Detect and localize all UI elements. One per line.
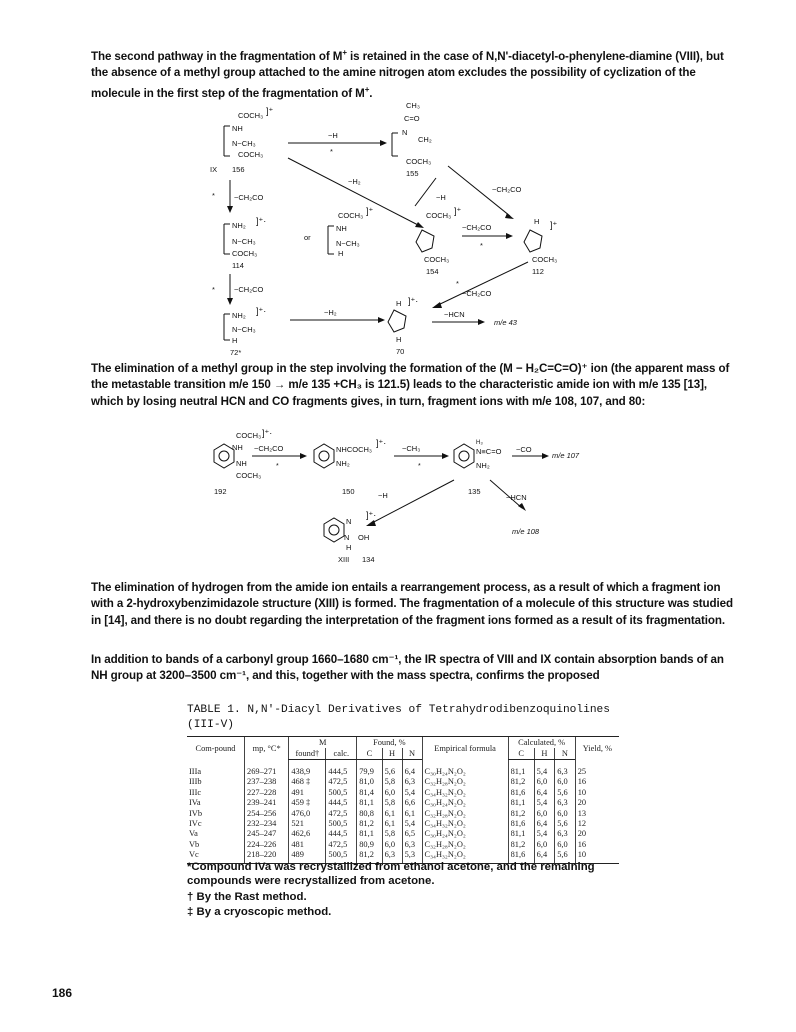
table-cell-c: 81,2 [357, 819, 382, 829]
mass-label: 155 [406, 169, 419, 178]
table-cell-compound: IVc [189, 819, 202, 829]
structure-72 [224, 306, 266, 357]
table-cell-cn: 6,3 [555, 829, 576, 839]
charge-mark: ]⁺· [408, 296, 419, 306]
ring [524, 230, 542, 252]
table-cell-formula: C₃₀H₂₄N₂O₂ [422, 760, 508, 778]
fragmentation-scheme-1 [210, 96, 610, 358]
superscript: + [364, 84, 370, 94]
charge-mark: ]⁺ [366, 206, 374, 216]
group-label: COCH₃ [424, 255, 450, 264]
table-cell-calc: 472,5 [326, 840, 357, 850]
group-label: NHCOCH₃ [336, 445, 372, 454]
table-cell-calc: 472,5 [326, 809, 357, 819]
mass-label: 114 [232, 261, 244, 270]
group-label: CH₃ [406, 101, 420, 110]
table-cell-n: 5,4 [402, 819, 422, 829]
group-label: NH₂ [232, 221, 246, 230]
mass-label: m/e 107 [552, 451, 580, 460]
structure-154 [416, 206, 462, 276]
arrow-label: −H [378, 491, 388, 500]
table-cell-compound: Vc [187, 850, 245, 863]
group-label: NH₂ [232, 311, 246, 320]
group-label: N [402, 128, 408, 137]
table-cell-found: 491 [289, 788, 326, 798]
table-row [187, 819, 619, 829]
mass-label: 70 [396, 347, 405, 356]
paragraph-1 [91, 45, 737, 102]
arrowhead [542, 453, 549, 459]
table-cell-mp: 227–228 [245, 788, 289, 798]
table-cell-found: 481 [289, 840, 326, 850]
table-cell-cn: 6,0 [555, 809, 576, 819]
table-cell-yield: 25 [575, 760, 619, 778]
table-cell-cc: 81,1 [508, 798, 534, 808]
table-row [187, 829, 619, 839]
paragraph-4: In addition to bands of a carbonyl group 1660–1680 cm⁻¹, the IR spectra of VIII and IX contain absorption bands of an NH group at 3200–3500 cm⁻¹, and this, together with the mass spectra, confirms the proposed [91, 653, 724, 683]
paragraph-3: The elimination of hydrogen from the amide ion entails a rearrangement process, as a result of which a fragment ion with a 2-hydroxybenzimidazole structure (XIII) is formed. The fragmentation of a molecule of this structure was studied in [14], and there is no doubt regarding the interpretation of the fragment ions formed as a result of its fragmentation. [91, 581, 733, 627]
arrowhead [518, 503, 526, 511]
aromatic-circle [329, 525, 339, 535]
group-label: N [346, 517, 352, 526]
group-label: COCH₃ [236, 471, 262, 480]
arrowhead [227, 206, 233, 213]
mass-label: 72* [230, 348, 242, 357]
table-cell-h: 5,8 [382, 829, 402, 839]
table-cell-yield: 20 [575, 798, 619, 808]
arrow-label: −HCN [444, 310, 465, 319]
structure-114 [224, 206, 374, 270]
table-cell-h: 6,0 [382, 788, 402, 798]
charge-mark: ]⁺ [550, 220, 558, 230]
table-cell-mp: 218–220 [245, 850, 289, 863]
table-cell-compound: IVa [189, 798, 201, 808]
table-cell-compound: Va [189, 829, 198, 839]
table-cell-ch: 5,4 [534, 829, 555, 839]
metastable-mark: * [212, 191, 215, 200]
table-row [187, 760, 619, 778]
group-label: C=O [404, 114, 420, 123]
table-row [187, 809, 619, 819]
table-cell-yield: 10 [575, 850, 619, 863]
structure-192 [214, 428, 272, 496]
table-cell-cc: 81,6 [508, 788, 534, 798]
table-cell-mp: 239–241 [245, 798, 289, 808]
table-cell-cn: 5,6 [555, 788, 576, 798]
table-row [187, 777, 619, 787]
table-cell-yield: 16 [575, 840, 619, 850]
table-cell-cn: 6,3 [555, 760, 576, 778]
ring-bond [224, 314, 230, 340]
charge-mark: ]⁺ [454, 206, 462, 216]
compound-label: IX [210, 165, 218, 174]
table-cell-c: 79,9 [357, 760, 382, 778]
paragraph-1-end: . [369, 86, 373, 100]
table-cell-h: 5,8 [382, 798, 402, 808]
header-calc-m: calc. [326, 748, 357, 760]
table-cell-c: 81,2 [357, 850, 382, 863]
footnote-1: *Compound IVa was recrystallized from ethanol acetone, and the remaining compounds were recrystallized from acetone. [187, 861, 595, 888]
footnote-3: ‡ By a cryoscopic method. [187, 906, 332, 918]
charge-mark: ]⁺· [366, 510, 377, 520]
table-cell-formula: C₃₄H₃₂N₂O₂ [422, 788, 508, 798]
arrowhead [432, 302, 442, 308]
group-label: COCH₃ [426, 211, 452, 220]
table-cell-found: 468 ‡ [289, 777, 326, 787]
table-cell-h: 5,6 [382, 760, 402, 778]
table-cell-formula: C₃₀H₂₄N₂O₂ [422, 829, 508, 839]
group-label: N−CH₃ [336, 239, 360, 248]
table-cell-compound: IIIc [189, 787, 202, 797]
table-cell-cc: 81,6 [508, 850, 534, 863]
table-cell-c: 81,1 [357, 829, 382, 839]
arrow [436, 262, 528, 306]
arrow-label: −H [328, 131, 338, 140]
group-label: NH₂ [336, 459, 350, 468]
or-label: or [304, 233, 311, 242]
table-cell-c: 81,4 [357, 788, 382, 798]
aromatic-circle [319, 451, 329, 461]
table-cell-found: 489 [289, 850, 326, 863]
arrowhead [505, 213, 514, 219]
group-label: N−CH₃ [232, 325, 256, 334]
group-label: CH₂ [418, 135, 432, 144]
structure-150 [314, 438, 386, 496]
table-cell-formula: C₃₀H₂₄N₂O₂ [422, 798, 508, 808]
table-cell-found: 476,0 [289, 809, 326, 819]
table-cell-cn: 5,6 [555, 850, 576, 863]
table-cell-yield: 10 [575, 788, 619, 798]
header-mp: mp, °C* [245, 737, 289, 760]
arrowhead [227, 298, 233, 305]
charge-mark: ]⁺· [256, 306, 267, 316]
fragmentation-scheme-2 [200, 428, 620, 568]
page-number: 186 [52, 986, 73, 1000]
header-n: N [555, 748, 576, 760]
table-cell-ch: 6,0 [534, 809, 555, 819]
group-label: COCH₃ [338, 211, 364, 220]
metastable-mark: * [330, 147, 333, 156]
group-label: COCH₃ [238, 150, 264, 159]
table-cell-calc: 500,5 [326, 788, 357, 798]
footnote-2: † By the Rast method. [187, 891, 307, 903]
table-cell-cc: 81,1 [508, 829, 534, 839]
table-cell-ch: 5,4 [534, 798, 555, 808]
table-cell-cc: 81,2 [508, 777, 534, 787]
table-cell-c: 80,8 [357, 809, 382, 819]
table-cell-c: 80,9 [357, 840, 382, 850]
group-label: N [344, 533, 350, 542]
table-cell-n: 6,3 [402, 777, 422, 787]
header-calc-pct: Calculated, % [508, 737, 575, 749]
arrowhead [478, 319, 485, 325]
structure-ix [210, 106, 274, 174]
aromatic-circle [219, 451, 229, 461]
header-h: H [382, 748, 402, 760]
arrow [415, 178, 436, 206]
group-label: COCH₃ [406, 157, 432, 166]
table-cell-calc: 444,5 [326, 829, 357, 839]
group-label: N−CH₃ [232, 139, 256, 148]
group-label: N−CH₃ [232, 237, 256, 246]
table-cell-calc: 444,5 [326, 798, 357, 808]
mass-label: 112 [532, 267, 544, 276]
paragraph-2: The elimination of a methyl group in the step involving the formation of the (M − H₂C=C=O)⁺ ion (the apparent mass of the metastable transition m/e 150 → m/e 135 +CH₃ is 121.5) leads to the characteristic amide ion with m/e 135 [13], which by losing neutral HCN and CO fragments gives, in turn, fragment ions with m/e 108, 107, and 80: [91, 362, 730, 408]
header-h: H [534, 748, 555, 760]
mass-label: m/e 108 [512, 527, 540, 536]
data-table [187, 736, 619, 864]
ring-bond [328, 226, 334, 254]
group-label: H₃ [476, 440, 483, 446]
structure-112 [524, 217, 558, 276]
table-cell-mp: 224–226 [245, 840, 289, 850]
header-compound: Com-pound [187, 737, 245, 760]
table-cell-mp: 245–247 [245, 829, 289, 839]
header-yield: Yield, % [575, 737, 619, 760]
ring-bond [224, 224, 230, 254]
table-cell-yield: 20 [575, 829, 619, 839]
ring [388, 310, 406, 332]
header-formula: Empirical formula [422, 737, 508, 760]
table-cell-compound: IIIa [189, 766, 202, 776]
paragraph-1-text-b: is retained in the case of N,N'-diacetyl-o-phenylene-diamine (VIII), but the absence of a methyl group attached to the amine nitrogen atom excludes the possibility of cyclization of the molecule in the first step of the fragmentation of M [91, 49, 724, 100]
table-cell-cn: 6,0 [555, 777, 576, 787]
arrow-label: −CH₂CO [234, 193, 264, 202]
group-label: NH [232, 443, 243, 452]
header-found-m: found† [289, 748, 326, 760]
table-cell-n: 5,3 [402, 850, 422, 863]
arrow-label: −H₂ [324, 308, 337, 317]
table-cell-h: 6,3 [382, 850, 402, 863]
table-cell-formula: C₃₄H₃₂N₂O₂ [422, 850, 508, 863]
table-cell-n: 6,1 [402, 809, 422, 819]
mass-label: 135 [468, 487, 481, 496]
table-cell-calc: 472,5 [326, 777, 357, 787]
table-cell-compound: IIIb [189, 777, 202, 787]
table-cell-ch: 6,4 [534, 788, 555, 798]
table-cell-h: 6,0 [382, 840, 402, 850]
table-cell-h: 6,1 [382, 809, 402, 819]
header-n: N [402, 748, 422, 760]
arrowhead [506, 233, 513, 239]
charge-mark: ]⁺· [256, 216, 267, 226]
table-row [187, 798, 619, 808]
aromatic-circle [459, 451, 469, 461]
mass-label: 192 [214, 487, 227, 496]
header-found-pct: Found, % [357, 737, 422, 749]
table-cell-mp: 237–238 [245, 777, 289, 787]
table-cell-ch: 5,4 [534, 760, 555, 778]
table-cell-h: 6,1 [382, 819, 402, 829]
table-cell-h: 5,8 [382, 777, 402, 787]
structure-135 [454, 440, 502, 496]
table-cell-found: 438,9 [289, 760, 326, 778]
arrow-label: −CH₂CO [234, 285, 264, 294]
group-label: OH [358, 533, 370, 542]
arrow-label: −CH₂CO [462, 289, 492, 298]
arrowhead [300, 453, 307, 459]
group-label: H [346, 543, 352, 552]
group-label: H [396, 299, 402, 308]
table-cell-formula: C₃₄H₃₂N₂O₂ [422, 819, 508, 829]
metastable-mark: * [480, 241, 483, 250]
benzene-ring [214, 444, 234, 468]
metastable-mark: * [212, 285, 215, 294]
table-cell-ch: 6,0 [534, 840, 555, 850]
arrow-label: −H [436, 193, 446, 202]
group-label: NH₂ [476, 461, 490, 470]
table-cell-mp: 254–256 [245, 809, 289, 819]
group-label: H [232, 336, 238, 345]
arrowhead [415, 222, 424, 228]
table-cell-cc: 81,2 [508, 809, 534, 819]
ring [416, 230, 434, 252]
mass-label: 150 [342, 487, 355, 496]
table-cell-formula: C₃₂H₂₈N₂O₂ [422, 840, 508, 850]
benzene-ring [314, 444, 334, 468]
group-label: H [396, 335, 402, 344]
table-cell-ch: 6,4 [534, 850, 555, 863]
table-cell-mp: 232–234 [245, 819, 289, 829]
metastable-mark: * [456, 279, 459, 288]
arrow-label: −CH₂CO [492, 185, 522, 194]
table-cell-calc: 444,5 [326, 760, 357, 778]
structure-xiii [324, 510, 376, 564]
arrow-label: −CH₂CO [254, 444, 284, 453]
table-cell-found: 462,6 [289, 829, 326, 839]
arrowhead [442, 453, 449, 459]
mass-label: m/e 43 [494, 318, 517, 327]
table-cell-cc: 81,1 [508, 760, 534, 778]
charge-mark: ]⁺ [266, 106, 274, 116]
table-row [187, 840, 619, 850]
table-cell-n: 6,5 [402, 829, 422, 839]
arrow-label: −CH₂CO [462, 223, 492, 232]
table-cell-n: 6,6 [402, 798, 422, 808]
group-label: COCH₃ [236, 431, 262, 440]
arrow-label: −CH₃ [402, 444, 421, 453]
table-cell-cc: 81,6 [508, 819, 534, 829]
metastable-mark: * [276, 463, 279, 470]
compound-label: XIII [338, 555, 350, 564]
arrowhead [378, 317, 385, 323]
table-cell-mp: 269–271 [245, 760, 289, 778]
structure-70 [388, 296, 418, 356]
table-cell-found: 521 [289, 819, 326, 829]
metastable-mark: * [418, 463, 421, 470]
table-cell-formula: C₃₂H₂₈N₂O₂ [422, 777, 508, 787]
mass-label: 134 [362, 555, 375, 564]
benzene-ring [324, 518, 344, 542]
benzene-ring [454, 444, 474, 468]
group-label: NH [336, 224, 347, 233]
header-c: C [508, 748, 534, 760]
table-caption: TABLE 1. N,N'-Diacyl Derivatives of Tetrahydrodibenzoquinolines (III-V) [187, 704, 610, 731]
group-label: H [338, 249, 344, 258]
group-label: COCH₃ [232, 249, 258, 258]
group-label: NH [236, 459, 247, 468]
table-cell-compound: Vb [189, 839, 200, 849]
table-cell-n: 6,4 [402, 760, 422, 778]
table-cell-cn: 6,0 [555, 840, 576, 850]
group-label: N≡C=O [476, 447, 502, 456]
group-label: H [534, 217, 540, 226]
table-cell-cn: 5,6 [555, 819, 576, 829]
group-label: COCH₃ [238, 111, 264, 120]
arrowhead [380, 140, 387, 146]
arrow-label: −HCN [506, 493, 527, 502]
ring-bond [392, 133, 398, 156]
table-cell-ch: 6,0 [534, 777, 555, 787]
header-m: M [289, 737, 357, 749]
table-cell-formula: C₃₂H₂₈N₂O₂ [422, 809, 508, 819]
arrow [370, 480, 454, 524]
charge-mark: ]⁺· [262, 428, 273, 438]
table-cell-compound: IVb [189, 808, 203, 818]
mass-label: 156 [232, 165, 245, 174]
paragraph-1-text-a: The second pathway in the fragmentation of M [91, 49, 343, 63]
charge-mark: ]⁺· [376, 438, 387, 448]
structure-155 [392, 101, 432, 178]
table-cell-n: 6,3 [402, 840, 422, 850]
table-cell-calc: 500,5 [326, 850, 357, 863]
table-cell-cc: 81,2 [508, 840, 534, 850]
table-cell-c: 81,0 [357, 777, 382, 787]
table-cell-n: 5,4 [402, 788, 422, 798]
mass-label: 154 [426, 267, 439, 276]
superscript: + [342, 48, 347, 57]
table-cell-c: 81,1 [357, 798, 382, 808]
arrowhead [366, 520, 376, 526]
header-c: C [357, 748, 382, 760]
table-cell-cn: 6,3 [555, 798, 576, 808]
table-cell-found: 459 ‡ [289, 798, 326, 808]
group-label: NH [232, 124, 243, 133]
table-cell-yield: 13 [575, 809, 619, 819]
table-cell-calc: 500,5 [326, 819, 357, 829]
table-cell-yield: 16 [575, 777, 619, 787]
table-cell-ch: 6,4 [534, 819, 555, 829]
ring-bond [224, 126, 230, 156]
arrow-label: −CO [516, 445, 532, 454]
table-row [187, 788, 619, 798]
table-cell-yield: 12 [575, 819, 619, 829]
group-label: COCH₃ [532, 255, 558, 264]
arrow-label: −H₂ [348, 177, 361, 186]
